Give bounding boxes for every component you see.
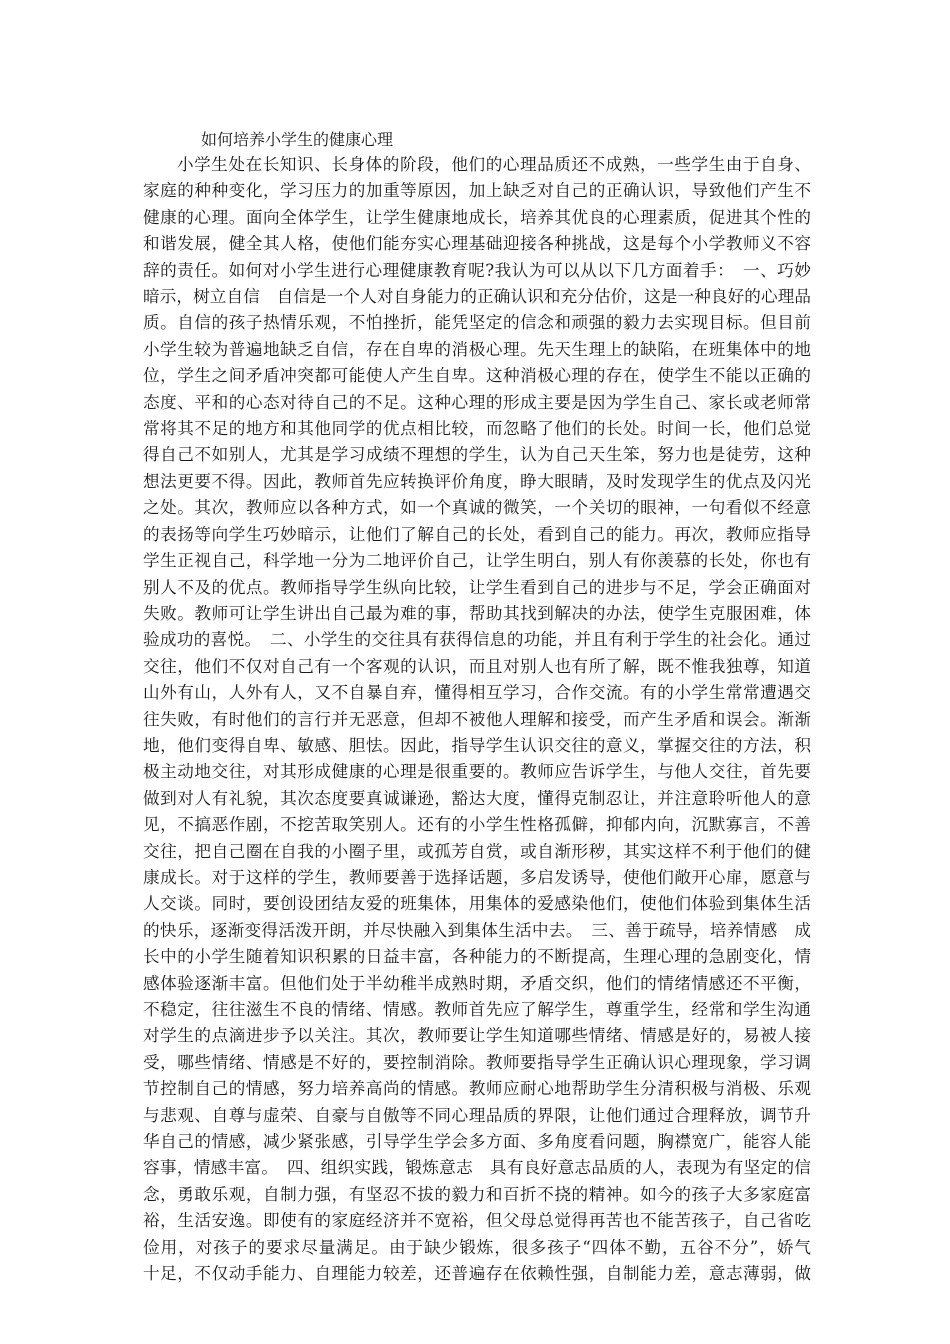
paragraph-line: 人交谈。同时，要创设团结友爱的班集体，用集体的爱感染他们，使他们体验到集体生活: [143, 894, 811, 914]
paragraph-line: 见，不搞恶作剧，不挖苦取笑别人。还有的小学生性格孤僻，抑郁内向，沉默寡言，不善: [143, 815, 811, 835]
paragraph-line: 暗示，树立自信 自信是一个人对自身能力的正确认识和充分估价，这是一种良好的心理品: [143, 287, 811, 307]
paragraph-line: 俭用，对孩子的要求尽量满足。由于缺少锻炼，很多孩子“四体不勤，五谷不分”，娇气: [143, 1237, 811, 1257]
document-body: [143, 152, 811, 1287]
paragraph-line: 的快乐，逐渐变得活泼开朗，并尽快融入到集体生活中去。 三、善于疏导，培养情感 成: [143, 920, 811, 940]
paragraph-line: 念，勇敢乐观，自制力强，有坚忍不拔的毅力和百折不挠的精神。如今的孩子大多家庭富: [143, 1184, 811, 1204]
paragraph-line: 对学生的点滴进步予以关注。其次，教师要让学生知道哪些情绪、情感是好的，易被人接: [143, 1026, 811, 1046]
paragraph-line: 节控制自己的情感，努力培养高尚的情感。教师应耐心地帮助学生分清积极与消极、乐观: [143, 1079, 811, 1099]
paragraph-line: 交往，把自己圈在自我的小圈子里，或孤芳自赏，或自渐形秽，其实这样不利于他们的健: [143, 841, 811, 861]
paragraph-line: 辞的责任。如何对小学生进行心理健康教育呢?我认为可以从以下几方面着手： 一、巧妙: [143, 260, 811, 280]
paragraph-line: 想法更要不得。因此，教师首先应转换评价角度，睁大眼睛，及时发现学生的优点及闪光: [143, 471, 811, 491]
paragraph-line: 受，哪些情绪、情感是不好的，要控制消除。教师要指导学生正确认识心理现象，学习调: [143, 1052, 811, 1072]
paragraph-line: 十足，不仅动手能力、自理能力较差，还普遍存在依赖性强，自制能力差，意志薄弱，做: [143, 1264, 811, 1284]
paragraph-line: 往失败，有时他们的言行并无恶意，但却不被他人理解和接受，而产生矛盾和误会。渐渐: [143, 709, 811, 729]
paragraph-line: 质。自信的孩子热情乐观，不怕挫折，能凭坚定的信念和顽强的毅力去实现目标。但目前: [143, 313, 811, 333]
paragraph-line: 失败。教师可让学生讲出自己最为难的事，帮助其找到解决的办法，使学生克服困难，体: [143, 603, 811, 623]
paragraph-line: 感体验逐渐丰富。但他们处于半幼稚半成熟时期，矛盾交织，他们的情绪情感还不平衡，: [143, 973, 811, 993]
paragraph-line: 交往，他们不仅对自己有一个客观的认识，而且对别人也有所了解，既不惟我独尊，知道: [143, 656, 811, 676]
paragraph-line: 山外有山，人外有人，又不自暴自弃，懂得相互学习，合作交流。有的小学生常常遭遇交: [143, 683, 811, 703]
paragraph-line: 容事，情感丰富。 四、组织实践，锻炼意志 具有良好意志品质的人，表现为有坚定的信: [143, 1158, 811, 1178]
paragraph-line: 家庭的种种变化，学习压力的加重等原因，加上缺乏对自己的正确认识，导致他们产生不: [143, 181, 811, 201]
paragraph-line: 长中的小学生随着知识积累的日益丰富，各种能力的不断提高，生理心理的急剧变化，情: [143, 947, 811, 967]
paragraph-line: 之处。其次，教师应以各种方式，如一个真诚的微笑，一个关切的眼神，一句看似不经意: [143, 498, 811, 518]
paragraph-line: 做到对人有礼貌，其次态度要真诚谦逊，豁达大度，懂得克制忍让，并注意聆听他人的意: [143, 788, 811, 808]
paragraph-line: 验成功的喜悦。 二、小学生的交往具有获得信息的功能，并且有利于学生的社会化。通过: [143, 630, 811, 650]
paragraph-line: 态度、平和的心态对待自己的不足。这种心理的形成主要是因为学生自己、家长或老师常: [143, 392, 811, 412]
paragraph-line: 别人不及的优点。教师指导学生纵向比较，让学生看到自己的进步与不足，学会正确面对: [143, 577, 811, 597]
paragraph-line: 学生正视自己，科学地一分为二地评价自己，让学生明白，别人有你羡慕的长处，你也有: [143, 551, 811, 571]
paragraph-line: 小学生较为普遍地缺乏自信，存在自卑的消极心理。先天生理上的缺陷，在班集体中的地: [143, 339, 811, 359]
paragraph-line: 小学生处在长知识、长身体的阶段，他们的心理品质还不成熟，一些学生由于自身、: [177, 155, 811, 174]
paragraph-line: 康成长。对于这样的学生，教师要善于选择话题，多启发诱导，使他们敞开心扉，愿意与: [143, 867, 811, 887]
paragraph-line: 健康的心理。面向全体学生，让学生健康地成长，培养其优良的心理素质，促进其个性的: [143, 207, 811, 227]
paragraph-line: 得自己不如别人，尤其是学习成绩不理想的学生，认为自己天生笨，努力也是徒劳，这种: [143, 445, 811, 465]
paragraph-line: 不稳定，往往滋生不良的情绪、情感。教师首先应了解学生，尊重学生，经常和学生沟通: [143, 1000, 811, 1019]
paragraph-line: 的表扬等向学生巧妙暗示，让他们了解自己的长处，看到自己的能力。再次，教师应指导: [143, 524, 811, 544]
document-title: 如何培养小学生的健康心理: [201, 130, 394, 149]
paragraph-line: 地，他们变得自卑、敏感、胆怯。因此，指导学生认识交往的意义，掌握交往的方法，积: [143, 735, 811, 755]
paragraph-line: 裕，生活安逸。即使有的家庭经济并不宽裕，但父母总觉得再苦也不能苦孩子，自己省吃: [143, 1211, 811, 1231]
paragraph-line: 华自己的情感，减少紧张感，引导学生学会多方面、多角度看问题，胸襟宽广，能容人能: [143, 1132, 811, 1152]
paragraph-line: 与悲观、自尊与虚荣、自豪与自傲等不同心理品质的界限，让他们通过合理释放，调节升: [143, 1105, 811, 1125]
paragraph-line: 极主动地交往，对其形成健康的心理是很重要的。教师应告诉学生，与他人交往，首先要: [143, 762, 811, 782]
paragraph-line: 和谐发展，健全其人格，使他们能夯实心理基础迎接各种挑战，这是每个小学教师义不容: [143, 234, 811, 254]
paragraph-line: 常将其不足的地方和其他同学的优点相比较，而忽略了他们的长处。时间一长，他们总觉: [143, 419, 811, 439]
paragraph-line: 位，学生之间矛盾冲突都可能使人产生自卑。这种消极心理的存在，使学生不能以正确的: [143, 366, 811, 386]
